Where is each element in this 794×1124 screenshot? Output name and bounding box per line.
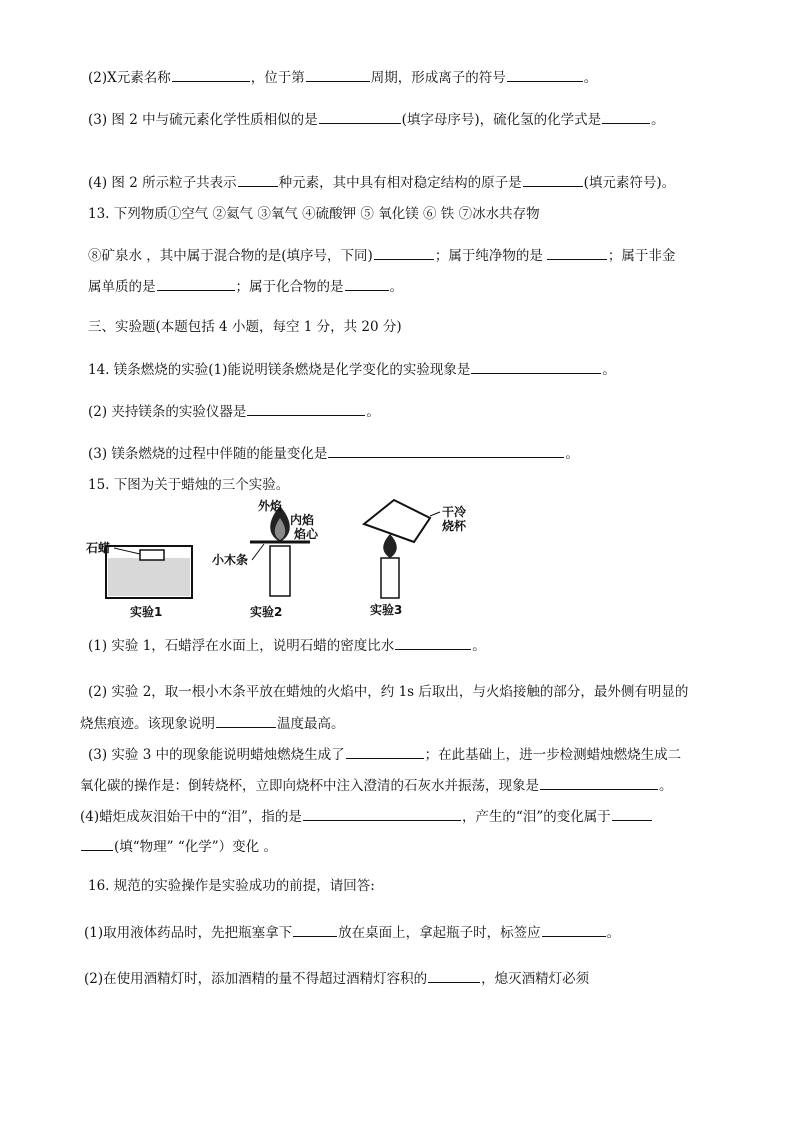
candle-experiments-figure xyxy=(84,496,480,620)
answer-blank[interactable] xyxy=(293,923,337,937)
answer-blank[interactable] xyxy=(395,636,471,650)
answer-blank[interactable] xyxy=(81,837,113,851)
answer-blank[interactable] xyxy=(602,110,650,124)
q12-part4: (4) 图 2 所示粒子共表示 种元素，其中具有相对稳定结构的原子是 (填元素符号)。 xyxy=(88,175,676,191)
q15-part3-line2: 氧化碳的操作是：倒转烧杯，立即向烧杯中注入澄清的石灰水并振荡，现象是 。 xyxy=(80,778,673,794)
label-flame-core: 焰心 xyxy=(294,527,319,541)
answer-blank[interactable] xyxy=(328,444,564,458)
label-wooden-stick: 小木条 xyxy=(212,553,249,567)
q12-part2: (2)X元素名称 ，位于第 周期，形成离子的符号 。 xyxy=(88,70,598,86)
answer-blank[interactable] xyxy=(303,807,461,821)
leader-line xyxy=(430,512,440,516)
q16-part2: (2)在使用酒精灯时，添加酒精的量不得超过酒精灯容积的 ，熄灭酒精灯必须 xyxy=(84,971,590,987)
answer-blank[interactable] xyxy=(306,68,370,82)
q15-intro: 15. 下图为关于蜡烛的三个实验。 xyxy=(88,477,290,493)
answer-blank[interactable] xyxy=(547,246,607,260)
inverted-beaker xyxy=(364,500,430,542)
answer-blank[interactable] xyxy=(345,277,389,291)
answer-blank[interactable] xyxy=(540,776,658,790)
answer-blank[interactable] xyxy=(157,277,235,291)
label-inner-flame: 内焰 xyxy=(290,513,315,527)
answer-blank[interactable] xyxy=(346,745,424,759)
answer-blank[interactable] xyxy=(319,110,401,124)
leader-line xyxy=(114,548,140,554)
leader-line xyxy=(252,544,264,560)
q14-part2: (2) 夹持镁条的实验仪器是 。 xyxy=(88,404,380,420)
section-title: 三、实验题(本题包括 4 小题，每空 1 分，共 20 分) xyxy=(88,319,402,335)
answer-blank[interactable] xyxy=(542,923,606,937)
answer-blank[interactable] xyxy=(172,68,250,82)
answer-blank[interactable] xyxy=(612,807,652,821)
q13-line3: 属单质的是 ；属于化合物的是 。 xyxy=(88,279,403,295)
q15-part2-line2: 烧焦痕迹。该现象说明 温度最高。 xyxy=(80,716,345,732)
water-fill xyxy=(108,558,190,596)
flame xyxy=(383,534,397,558)
experiment2-diagram xyxy=(212,498,319,619)
q14-part3: (3) 镁条燃烧的过程中伴随的能量变化是 。 xyxy=(88,446,579,462)
label-paraffin: 石蜡 xyxy=(86,541,111,555)
q13-line2: ⑧矿泉水 ，其中属于混合物的是(填序号，下同) ；属于纯净物的是 ；属于非金 xyxy=(88,248,676,264)
q16-intro: 16. 规范的实验操作是实验成功的前提，请回答: xyxy=(88,878,375,894)
candle-body xyxy=(381,558,399,598)
answer-blank[interactable] xyxy=(247,402,365,416)
q13-stem: 13. 下列物质①空气 ②氦气 ③氧气 ④硫酸钾 ⑤ 氧化镁 ⑥ 铁 ⑦冰水共存物 xyxy=(88,206,540,222)
experiment1-diagram xyxy=(86,540,192,619)
answer-blank[interactable] xyxy=(507,68,583,82)
answer-blank[interactable] xyxy=(471,360,601,374)
answer-blank[interactable] xyxy=(374,246,434,260)
experiment3-diagram xyxy=(364,500,467,617)
label-exp3: 实验3 xyxy=(370,603,403,617)
label-beaker: 烧杯 xyxy=(442,519,467,533)
answer-blank[interactable] xyxy=(238,173,278,187)
answer-blank[interactable] xyxy=(216,714,276,728)
label-outer-flame: 外焰 xyxy=(258,499,283,513)
q16-part1: (1)取用液体药品时，先把瓶塞拿下 放在桌面上，拿起瓶子时，标签应 。 xyxy=(84,925,621,941)
label-exp2: 实验2 xyxy=(250,605,283,619)
q15-part3-line1: (3) 实验 3 中的现象能说明蜡烛燃烧生成了 ；在此基础上，进一步检测蜡烛燃烧生成二 xyxy=(88,747,682,763)
label-dry-cold: 干冷 xyxy=(442,505,467,519)
paraffin-block xyxy=(140,550,164,560)
candle-body xyxy=(270,546,290,596)
q15-part4-line2: (填“物理” “化学”）变化 。 xyxy=(80,837,277,856)
answer-blank[interactable] xyxy=(428,969,480,983)
q14-part1: 14. 镁条燃烧的实验(1)能说明镁条燃烧是化学变化的实验现象是 。 xyxy=(88,362,616,378)
q15-part4-line1: (4)蜡炬成灰泪始干中的“泪”，指的是 ，产生的“泪”的变化属于 xyxy=(80,807,653,826)
answer-blank[interactable] xyxy=(523,173,583,187)
q15-part1: (1) 实验 1，石蜡浮在水面上，说明石蜡的密度比水 。 xyxy=(88,638,486,654)
q12-part3: (3) 图 2 中与硫元素化学性质相似的是 (填字母序号)，硫化氢的化学式是 。 xyxy=(88,112,665,128)
q15-part2-line1: (2) 实验 2，取一根小木条平放在蜡烛的火焰中，约 1s 后取出，与火焰接触的部分，最外侧有明显的 xyxy=(88,684,689,700)
label-exp1: 实验1 xyxy=(130,605,163,619)
